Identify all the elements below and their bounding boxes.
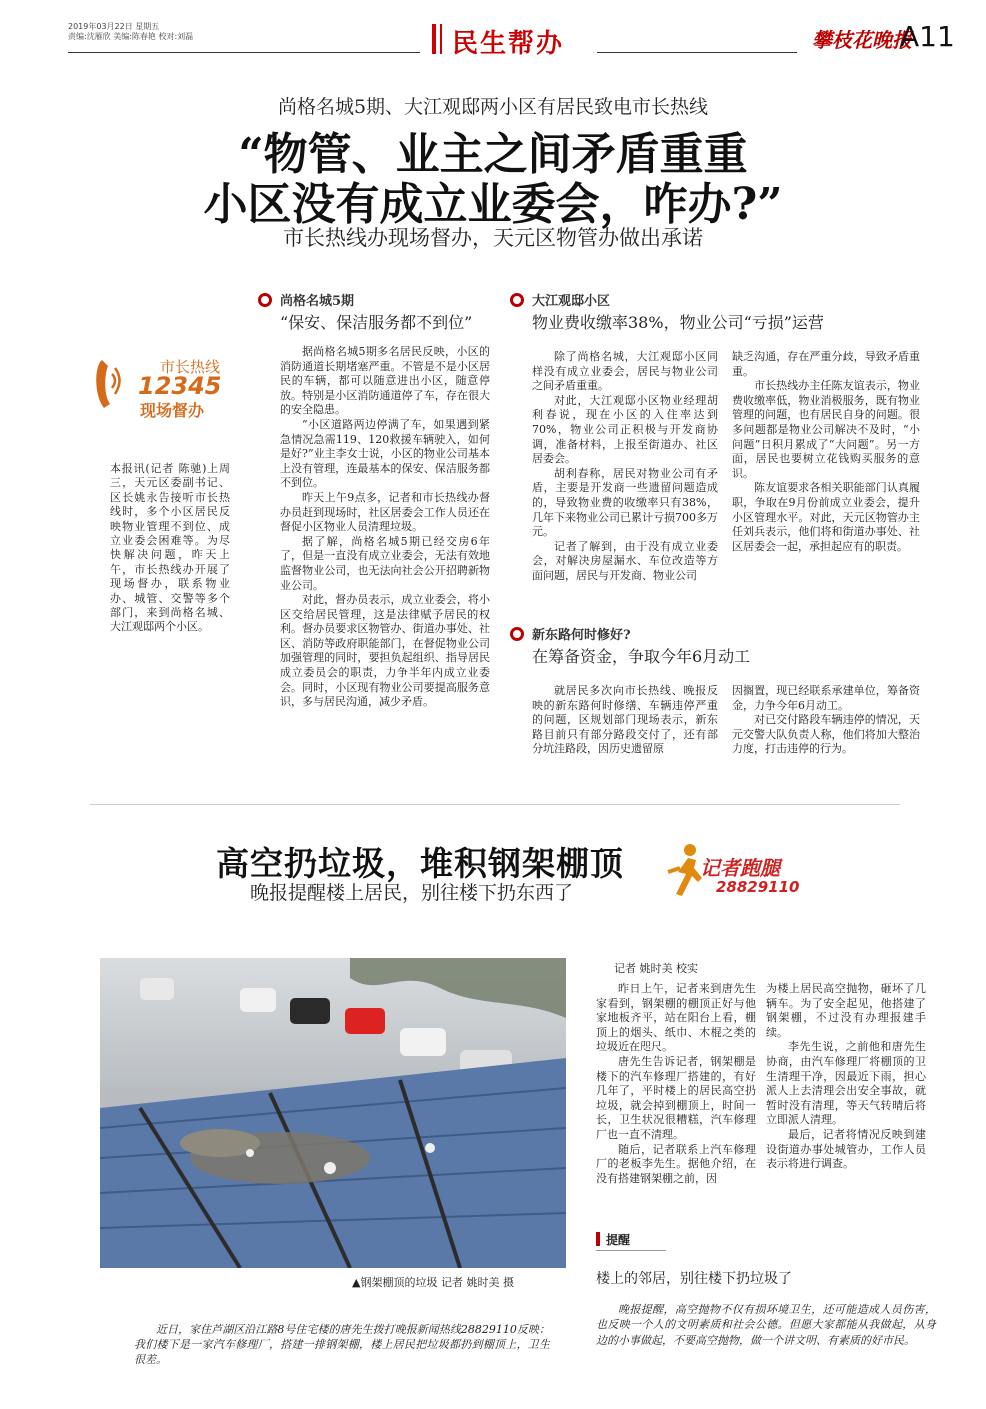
article1-title-line1: “物管、业主之间矛盾重重: [238, 129, 748, 180]
sec3-col2: [732, 684, 920, 757]
sec1-body: [280, 345, 490, 710]
paragraph: 陈友谊要求各相关职能部门认真履职，争取在9月份前成立业委会，提升小区管理水平。对此，天元区物管办主任刘兵表示，他们将和街道办事处、社区居委会一起，承担起应有的职责。: [732, 481, 920, 553]
page-number: A11: [900, 20, 955, 53]
newspaper-logo: 攀枝花晚报: [812, 28, 912, 52]
paragraph: 昨日上午，记者来到唐先生家看到，钢架棚的棚顶正好与他家地板齐平，站在阳台上看，棚顶上的烟头、纸巾、木棍之类的垃圾近在咫尺。: [596, 982, 756, 1054]
hotline-sub: 现场督办: [140, 401, 205, 420]
hotline-label: 市长热线: [160, 358, 221, 376]
photo-caption: ▲钢架棚顶的垃圾 记者 姚时美 摄: [352, 1276, 514, 1289]
sec1-name: 尚格名城5期: [280, 294, 355, 309]
paragraph: 最后，记者将情况反映到建设街道办事处城管办，工作人员表示将进行调查。: [766, 1127, 926, 1171]
sec2-name: 大江观邸小区: [532, 294, 611, 309]
section-bar-thin: [440, 24, 442, 54]
article1-kicker: 尚格名城5期、大江观邸两小区有居民致电市长热线: [277, 96, 709, 118]
paragraph: 对此，大江观邸小区物业经理胡利春说，现在小区的入住率达到70%，物业公司正积极与开发商协调，准备材料，上报至街道办、社区居委会。: [532, 393, 718, 466]
sec1-tag: “保安、保洁服务都不到位”: [280, 313, 473, 332]
photo-illustration: [100, 958, 566, 1268]
paragraph: 据了解，尚格名城5期已经交房6年了，但是一直没有成立业委会，无法有效地监督物业公司，也无法向社会公开招聘新物业公司。: [280, 534, 490, 592]
paragraph: 缺乏沟通，存在严重分歧，导致矛盾重重。: [732, 350, 920, 378]
paragraph: 就居民多次向市长热线、晚报反映的新东路何时修缮、车辆违停严重的问题，区规划部门现场表示，新东路目前只有部分路段交付了，还有部分坑洼路段，因历史遗留原: [532, 684, 718, 756]
circle-bullet-icon: [510, 627, 524, 641]
header-rule-right: [597, 52, 797, 53]
paragraph: 对已交付路段车辆违停的情况，天元交警大队负责人称，他们将加大整治力度，打击违停的行为。: [732, 713, 920, 756]
article2-lead: [134, 1322, 550, 1367]
article2-byline: 记者 姚时美 校实: [614, 962, 698, 975]
paragraph: 胡利春称，居民对物业公司有矛盾，主要是开发商一些遗留问题造成的，导致物业费的收缴率只有38%，几年下来物业公司已累计亏损700多万元。: [532, 466, 718, 539]
paragraph: 为楼上居民高空抛物，砸坏了几辆车。为了安全起见，他搭建了钢架棚，不过没有办理报建手续。: [766, 982, 926, 1039]
paragraph: 市长热线办主任陈友谊表示，物业费收缴率低，物业消极服务，既有物业管理的问题，也有居民自身的问题。很多问题都是物业公司解决不及时，“小问题”日积月累成了“大问题”。另一方面，居民也要树立花钱购买服务的意识。: [732, 379, 920, 480]
paragraph: 昨天上午9点多，记者和市长热线办督办员赶到现场时，社区居委会工作人员还在督促小区物业人员清理垃圾。: [280, 490, 490, 534]
sec2-tag: 物业费收缴率38%，物业公司“亏损”运营: [532, 313, 824, 332]
article2-col1: [596, 982, 756, 1186]
tip-head: 楼上的邻居，别往楼下扔垃圾了: [596, 1271, 792, 1287]
article-divider: [90, 804, 900, 805]
tip-bar: [596, 1232, 600, 1246]
editors-line: 责编:沈雁欣 美编:陈春艳 校对:刘磊: [68, 32, 194, 41]
tip-rule: [596, 1250, 666, 1251]
article2-title: 高空扔垃圾，堆积钢架棚顶: [216, 844, 624, 883]
paragraph: 近日，家住芦湖区沿江路8号住宅楼的唐先生拨打晚报新闻热线28829110反映：我们楼下是一家汽车修理厂，搭建一排钢架棚，楼上居民把垃圾都扔到棚顶上，卫生很差。: [134, 1323, 550, 1366]
sec3-col1: [532, 684, 718, 757]
sec3-tag: 在筹备资金，争取今年6月动工: [532, 647, 751, 666]
tip-label: 提醒: [606, 1233, 631, 1247]
paragraph: 除了尚格名城，大江观邸小区同样没有成立业委会，居民与物业公司之间矛盾重重。: [532, 350, 718, 393]
section-title: 民生帮办: [452, 29, 565, 59]
sec2-col1: [532, 350, 718, 584]
paragraph: 随后，记者联系上汽车修理厂的老板李先生。据他介绍，在没有搭建钢架棚之前，因: [596, 1142, 756, 1185]
circle-bullet-icon: [258, 293, 272, 307]
sec2-col2: [732, 350, 920, 554]
circle-bullet-icon: [510, 293, 524, 307]
section-bar: [432, 24, 436, 54]
article2-subtitle: 晚报提醒楼上居民，别往楼下扔东西了: [250, 882, 574, 904]
paragraph: 对此，督办员表示，成立业委会，将小区交给居民管理，这是法律赋予居民的权利。督办员要求区物管办、街道办事处、社区、消防等政府职能部门，在督促物业公司加强管理的同时，要担负起组织、指导居民成立委员会的职责，力争半年内成立业委会。同时，小区现有物业公司要提高服务意识，多与居民沟通，减少矛盾。: [280, 593, 490, 709]
paragraph: 记者了解到，由于没有成立业委会，对解决房屋漏水、车位改造等方面问题，居民与开发商、物业公司: [532, 539, 718, 582]
hotline-number: 12345: [138, 372, 222, 400]
paragraph: “小区道路两边停满了车，如果遇到紧急情况急需119、120救援车辆驶入，如何是好?”业主李女士说，小区的物业公司基本上没有管理，连最基本的保安、保洁服务都不到位。: [280, 417, 490, 490]
paragraph: 因搁置，现已经联系承建单位，筹备资金，力争今年6月动工。: [732, 684, 920, 712]
reporter-badge-number: 28829110: [716, 878, 800, 896]
paragraph: 唐先生告诉记者，钢架棚是楼下的汽车修理厂搭建的，有好几年了，平时楼上的居民高空扔垃圾，就会掉到棚顶上，时间一长，卫生状况很糟糕，汽车修理厂也一直不清理。: [596, 1054, 756, 1141]
article1-title-line2: 小区没有成立业委会，咋办?”: [203, 179, 783, 230]
article1-lead: 本报讯(记者 陈驰)上周三，天元区委副书记、区长姚永告接听市长热线时，多个小区居民反映物业管理不到位、成立业委会困难等。为尽快解决问题，昨天上午，市长热线办开展了现场督办，联系物业办、城管、交警等多个部门，来到尚格名城、大江观邸两个小区。: [110, 462, 230, 634]
paragraph: 晚报提醒，高空抛物不仅有损环境卫生，还可能造成人员伤害，也反映一个人的文明素质和社会公德。但愿大家都能从我做起，从身边的小事做起，不要高空抛物，做一个讲文明、有素质的好市民。: [596, 1303, 936, 1347]
sec3-name: 新东路何时修好?: [532, 628, 631, 643]
issue-date: 2019年03月22日 星期五: [68, 22, 160, 31]
paragraph: 据尚格名城5期多名居民反映，小区的消防通道长期堵塞严重。不管是不是小区居民的车辆，都可以随意进出小区，随意停放。特别是小区消防通道停了车，存在很大的安全隐患。: [280, 345, 490, 417]
article1-subhead: 市长热线办现场督办，天元区物管办做出承诺: [283, 226, 703, 250]
header-rule-left: [68, 52, 420, 53]
phone-icon: [92, 356, 124, 412]
reporter-badge-label: 记者跑腿: [700, 856, 780, 880]
photo-steel-shed-roof: [100, 958, 566, 1268]
article2-col2: [766, 982, 926, 1172]
tip-body: [596, 1302, 936, 1348]
paragraph: 李先生说，之前他和唐先生协商，由汽车修理厂将棚顶的卫生清理干净，因最近下雨，担心派人上去清理会出安全事故，就暂时没有清理，等天气转晴后将立即派人清理。: [766, 1040, 926, 1127]
header-meta: [68, 22, 193, 42]
